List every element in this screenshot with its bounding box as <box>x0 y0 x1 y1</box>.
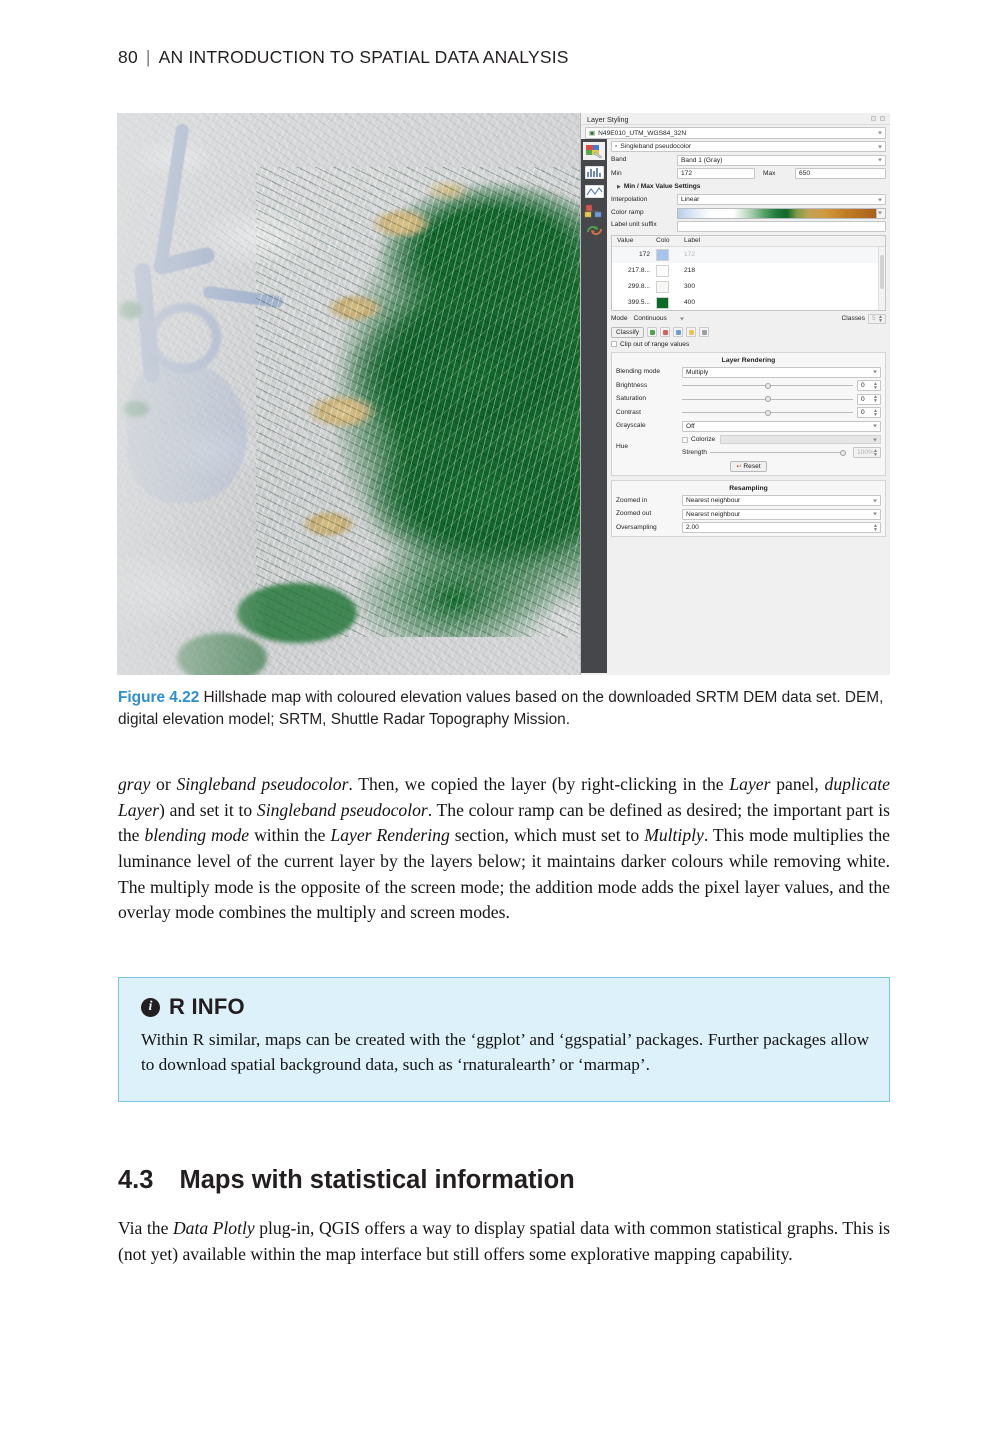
cell-color[interactable] <box>656 281 684 293</box>
colorize-line <box>682 434 881 445</box>
info-circle-icon: i <box>141 998 160 1017</box>
chevron-down-icon[interactable] <box>878 145 882 148</box>
sidebar-item-symbology[interactable] <box>583 142 605 160</box>
slider-handle[interactable] <box>765 410 771 416</box>
table-scrollbar[interactable] <box>878 247 885 310</box>
body-paragraph-1: gray or Singleband pseudocolor. Then, we copied the layer (by right-clicking in the Layer panel, duplicate Layer) and set it to Singleband pseudocolor. The colour ramp can be defined as desired; the important part is the blending mode within the Layer Rendering section, which must set to Multiply. This mode multiplies the luminance level of the current layer by the layers below; it maintains darker colours while removing white. The multiply mode is the opposite of the screen mode; the addition mode adds the pixel layer values, and the overlay mode combines the multiply and screen modes. <box>118 774 890 923</box>
colorize-checkbox[interactable] <box>682 437 688 443</box>
grayscale-value: Off <box>686 422 695 430</box>
hillshade-map-canvas <box>117 113 580 675</box>
band-label: Band <box>611 156 627 164</box>
load-classes-button[interactable] <box>686 327 696 337</box>
cell-value: 299.8... <box>628 283 650 290</box>
cell-value: 172 <box>638 251 650 258</box>
chevron-down-icon[interactable] <box>873 371 877 374</box>
class-value-table[interactable] <box>611 235 886 311</box>
slider-handle[interactable] <box>840 450 846 456</box>
min-input[interactable] <box>677 168 755 179</box>
stepper-arrows-icon[interactable]: ▲ ▼ <box>873 407 878 418</box>
blending-mode-select[interactable] <box>682 367 881 378</box>
panel-titlebar <box>581 113 890 125</box>
oversampling-stepper[interactable] <box>682 522 881 533</box>
color-ramp-label: Color ramp <box>611 209 644 217</box>
blending-mode-label: Blending mode <box>616 368 660 376</box>
table-row[interactable] <box>612 295 885 311</box>
zoomed-in-label: Zoomed in <box>616 496 648 504</box>
figure-caption-label: Figure 4.22 <box>118 689 200 706</box>
cell-label: 300 <box>684 283 696 290</box>
label-unit-suffix-input[interactable] <box>677 221 886 232</box>
color-ramp-row <box>611 208 886 219</box>
contrast-value: 0 <box>861 409 865 416</box>
chevron-down-icon[interactable] <box>878 198 882 201</box>
brightness-stepper[interactable] <box>857 380 881 391</box>
map-river-floodplain <box>127 363 247 503</box>
cell-label: 218 <box>684 267 696 274</box>
color-swatch <box>656 265 669 277</box>
zoomed-in-value: Nearest neighbour <box>686 497 741 504</box>
column-header-value: Value <box>617 237 634 244</box>
sidebar-item-transparency[interactable] <box>584 184 605 199</box>
map-green-patch-west-1 <box>119 301 141 319</box>
interpolation-value: Linear <box>681 196 700 203</box>
color-ramp-dropdown[interactable] <box>877 208 886 219</box>
expand-triangle-icon[interactable]: ▶ <box>617 183 621 190</box>
contrast-row <box>616 407 881 418</box>
clip-label: Clip out of range values <box>620 340 690 348</box>
reset-label: Reset <box>743 463 761 470</box>
sidebar-item-pyramids[interactable] <box>584 203 605 218</box>
map-green-patch-southwest <box>177 633 267 675</box>
zoomed-out-label: Zoomed out <box>616 510 652 518</box>
max-input[interactable] <box>795 168 886 179</box>
resampling-section <box>611 480 886 537</box>
brightness-label: Brightness <box>616 381 648 389</box>
map-mountain-range <box>256 167 580 637</box>
layer-styling-panel <box>580 113 890 675</box>
strength-stepper[interactable] <box>853 447 881 458</box>
interpolation-select[interactable] <box>677 194 886 205</box>
saturation-row <box>616 394 881 405</box>
sort-classes-button[interactable] <box>673 327 683 337</box>
stepper-arrows-icon[interactable]: ▲ ▼ <box>873 447 878 458</box>
layer-rendering-section <box>611 352 886 477</box>
zoomed-in-row <box>616 495 881 506</box>
strength-label: Strength <box>682 449 707 456</box>
cell-label: 172 <box>684 251 696 258</box>
max-label: Max <box>763 169 776 177</box>
cell-color[interactable] <box>656 265 684 277</box>
label-unit-suffix-label: Label unit suffix <box>611 221 657 228</box>
mode-label: Mode <box>611 315 628 322</box>
classify-button[interactable]: Classify <box>611 327 644 338</box>
stepper-arrows-icon[interactable]: ▲ ▼ <box>873 393 878 404</box>
slider-track <box>710 452 846 453</box>
layer-name: N49E010_UTM_WGS84_32N <box>598 129 687 137</box>
classes-value: 5 <box>872 315 876 322</box>
grayscale-select[interactable] <box>682 421 881 432</box>
band-row <box>611 155 886 166</box>
cell-color[interactable] <box>656 249 684 261</box>
cell-label: 400 <box>684 299 696 306</box>
figure-caption-text: Hillshade map with coloured elevation values based on the downloaded SRTM DEM data set. DEM, digital elevation model; SRTM, Shuttle Radar Topography Mission. <box>118 689 884 728</box>
column-header-color: Colo <box>656 237 670 244</box>
min-max-row <box>611 168 886 179</box>
chevron-down-icon[interactable] <box>878 212 882 215</box>
color-swatch <box>656 297 669 309</box>
table-row[interactable] <box>612 263 885 279</box>
page-number: 80 <box>118 47 138 67</box>
colorize-label: Colorize <box>691 436 716 443</box>
close-icon[interactable] <box>880 116 885 121</box>
chevron-down-icon[interactable] <box>873 425 877 428</box>
running-head <box>118 47 569 68</box>
section-heading-4-3 <box>118 1166 575 1195</box>
figure-4-22 <box>117 113 890 675</box>
layer-selector[interactable] <box>585 127 886 139</box>
band-select[interactable] <box>677 155 886 166</box>
saturation-value: 0 <box>861 395 865 403</box>
strength-value: 100% <box>857 449 874 456</box>
map-green-patch-west-2 <box>123 401 149 417</box>
chevron-down-icon[interactable] <box>680 317 684 320</box>
colorize-color-button[interactable] <box>720 435 881 444</box>
contrast-label: Contrast <box>616 408 641 416</box>
styling-sidebar <box>581 139 607 673</box>
min-max-settings-label: Min / Max Value Settings <box>623 183 701 190</box>
r-info-heading <box>119 978 889 1020</box>
stepper-arrows-icon[interactable]: ▲ ▼ <box>878 313 883 324</box>
stepper-arrows-icon[interactable]: ▲ ▼ <box>873 522 878 533</box>
r-info-box <box>118 977 890 1102</box>
hue-row <box>616 434 881 458</box>
interpolation-label: Interpolation <box>611 195 648 203</box>
oversampling-value: 2.00 <box>686 524 699 531</box>
chevron-down-icon[interactable] <box>878 159 882 162</box>
saturation-stepper[interactable] <box>857 394 881 405</box>
zoomed-out-value: Nearest neighbour <box>686 510 741 518</box>
sidebar-item-refresh[interactable] <box>584 222 605 237</box>
r-info-title: R INFO <box>169 994 245 1019</box>
renderer-icon: ▫ <box>615 143 618 150</box>
interpolation-row <box>611 194 886 205</box>
running-head-separator: | <box>145 47 151 67</box>
color-ramp-preview[interactable] <box>677 208 877 219</box>
table-row[interactable] <box>612 279 885 295</box>
saturation-label: Saturation <box>616 395 647 403</box>
panel-window-buttons[interactable] <box>871 116 885 121</box>
scrollbar-thumb <box>880 255 884 289</box>
remove-class-button[interactable] <box>660 327 670 337</box>
styling-content <box>607 139 890 673</box>
float-icon[interactable] <box>871 116 876 121</box>
cell-value: 217.8... <box>628 267 650 274</box>
add-class-button[interactable] <box>647 327 657 337</box>
resampling-title: Resampling <box>729 485 768 492</box>
body-paragraph-2: Via the Data Plotly plug-in, QGIS offers a way to display spatial data with common statistical graphs. This is (not yet) available within the map interface but still offers some explorative mapping capability. <box>118 1218 890 1264</box>
mode-select[interactable] <box>631 314 687 324</box>
chevron-down-icon[interactable] <box>873 513 877 516</box>
figure-caption <box>118 687 890 731</box>
mode-value: Continuous <box>633 315 667 322</box>
min-max-settings-row[interactable] <box>611 182 886 192</box>
map-green-patch-south <box>237 583 357 643</box>
reset-arrow-icon: ↩ <box>736 464 742 470</box>
chevron-down-icon[interactable] <box>873 438 877 441</box>
table-header <box>612 236 885 247</box>
r-info-text: Within R similar, maps can be created with the ‘ggplot’ and ‘ggspatial’ packages. Further packages allow to download spatial background data, such as ‘rnaturalearth’ or ‘marmap’. <box>141 1030 869 1074</box>
stepper-arrows-icon[interactable]: ▲ ▼ <box>873 380 878 391</box>
grayscale-label: Grayscale <box>616 422 646 430</box>
classes-label: Classes <box>841 315 865 322</box>
raster-layer-icon: ▣ <box>589 130 596 137</box>
max-value: 650 <box>799 170 811 177</box>
section-number: 4.3 <box>118 1166 154 1194</box>
renderer-value: Singleband pseudocolor <box>620 143 692 150</box>
color-swatch <box>656 249 669 261</box>
panel-title: Layer Styling <box>587 115 629 124</box>
renderer-row <box>611 141 886 152</box>
min-label: Min <box>611 169 622 177</box>
saturation-slider[interactable] <box>682 394 853 405</box>
cell-color[interactable] <box>656 297 684 309</box>
zoomed-out-select[interactable] <box>682 509 881 520</box>
hue-label: Hue <box>616 442 629 450</box>
slider-handle[interactable] <box>765 383 771 389</box>
grayscale-row <box>616 421 881 432</box>
save-classes-button[interactable] <box>699 327 709 337</box>
brightness-row <box>616 380 881 391</box>
running-head-title: AN INTRODUCTION TO SPATIAL DATA ANALYSIS <box>158 47 569 67</box>
section-title: Maps with statistical information <box>179 1166 575 1194</box>
sidebar-item-histogram[interactable] <box>584 165 605 180</box>
color-swatch <box>656 281 669 293</box>
contrast-stepper[interactable] <box>857 407 881 418</box>
blending-mode-row <box>616 367 881 378</box>
renderer-select[interactable] <box>611 141 886 152</box>
band-value: Band 1 (Gray) <box>681 156 723 164</box>
column-header-label: Label <box>684 237 701 244</box>
reset-button[interactable] <box>730 461 766 472</box>
brightness-value: 0 <box>861 382 865 389</box>
slider-handle[interactable] <box>765 396 771 402</box>
table-row[interactable] <box>612 247 885 263</box>
reset-row <box>616 461 881 472</box>
strength-slider[interactable] <box>710 447 846 458</box>
mode-row <box>611 314 886 324</box>
brightness-slider[interactable] <box>682 380 853 391</box>
min-value: 172 <box>681 170 693 177</box>
chevron-down-icon[interactable] <box>878 132 882 135</box>
zoomed-in-select[interactable] <box>682 495 881 506</box>
oversampling-row <box>616 522 881 533</box>
blending-mode-value: Multiply <box>686 368 709 376</box>
classify-row <box>611 327 886 338</box>
clip-checkbox[interactable] <box>611 341 617 347</box>
contrast-slider[interactable] <box>682 407 853 418</box>
oversampling-label: Oversampling <box>616 523 657 531</box>
classes-stepper[interactable] <box>868 314 886 324</box>
zoomed-out-row <box>616 509 881 520</box>
label-unit-suffix-row <box>611 221 886 232</box>
strength-line <box>682 447 881 458</box>
clip-out-of-range-row[interactable] <box>611 341 886 348</box>
layer-rendering-title: Layer Rendering <box>721 356 776 364</box>
chevron-down-icon[interactable] <box>873 499 877 502</box>
cell-value: 399.5... <box>628 299 650 306</box>
